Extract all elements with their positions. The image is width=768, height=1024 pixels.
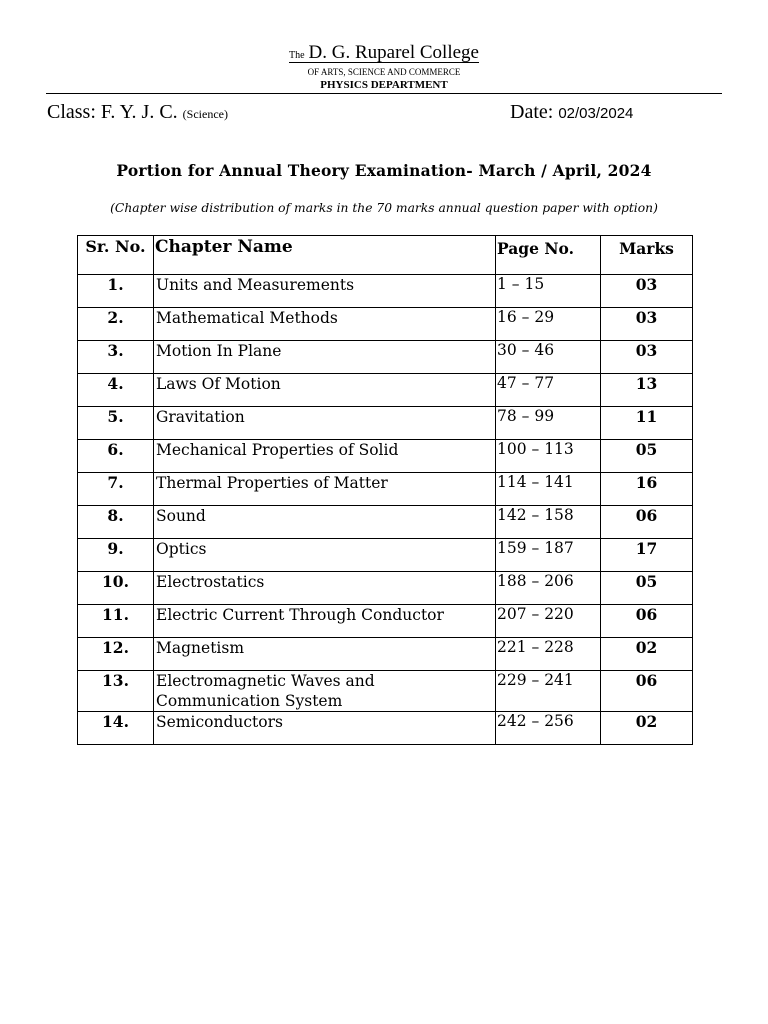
college-title xyxy=(0,42,768,64)
chapter-name-cell: Laws Of Motion xyxy=(154,374,496,407)
class-info xyxy=(47,101,228,124)
sr-no-cell: 8. xyxy=(78,506,154,539)
table-row xyxy=(78,506,693,539)
marks-cell: 03 xyxy=(601,341,693,374)
marks-cell: 02 xyxy=(601,638,693,671)
table-row xyxy=(78,638,693,671)
page-range-cell: 47 – 77 xyxy=(496,374,601,407)
table-row xyxy=(78,473,693,506)
college-subtitle: OF ARTS, SCIENCE AND COMMERCE xyxy=(307,67,461,77)
chapter-name-cell: Mechanical Properties of Solid xyxy=(154,440,496,473)
page-range-cell: 159 – 187 xyxy=(496,539,601,572)
table-row xyxy=(78,539,693,572)
date-value: 02/03/2024 xyxy=(558,105,634,122)
page-range-cell: 207 – 220 xyxy=(496,605,601,638)
table-row xyxy=(78,374,693,407)
page-range-cell: 188 – 206 xyxy=(496,572,601,605)
page-range-cell: 242 – 256 xyxy=(496,712,601,745)
marks-cell: 05 xyxy=(601,440,693,473)
table-header-row xyxy=(78,236,693,275)
chapter-name-cell: Magnetism xyxy=(154,638,496,671)
sr-no-cell: 1. xyxy=(78,275,154,308)
department-name: PHYSICS DEPARTMENT xyxy=(320,79,448,91)
portion-title: Portion for Annual Theory Examination- March / April, 2024 xyxy=(116,161,652,180)
header-chapter-name: Chapter Name xyxy=(154,236,496,275)
table-row xyxy=(78,341,693,374)
page-range-cell: 221 – 228 xyxy=(496,638,601,671)
header-marks: Marks xyxy=(601,236,693,275)
page-range-cell: 1 – 15 xyxy=(496,275,601,308)
table-row xyxy=(78,671,693,712)
college-name: D. G. Ruparel College xyxy=(308,42,479,63)
marks-cell: 03 xyxy=(601,275,693,308)
chapter-name-cell: Gravitation xyxy=(154,407,496,440)
sr-no-cell: 6. xyxy=(78,440,154,473)
chapter-name-cell: Semiconductors xyxy=(154,712,496,745)
chapter-name-cell: Motion In Plane xyxy=(154,341,496,374)
header-page-no: Page No. xyxy=(496,236,601,275)
marks-cell: 13 xyxy=(601,374,693,407)
page-range-cell: 100 – 113 xyxy=(496,440,601,473)
chapter-name-cell: Thermal Properties of Matter xyxy=(154,473,496,506)
chapter-name-cell: Electrostatics xyxy=(154,572,496,605)
college-prefix: The xyxy=(289,50,305,61)
chapter-name-cell: Units and Measurements xyxy=(154,275,496,308)
chapter-name-cell: Optics xyxy=(154,539,496,572)
table-row xyxy=(78,605,693,638)
chapter-name-cell: Electromagnetic Waves and Communication System xyxy=(154,671,496,712)
date-info xyxy=(510,101,633,124)
table-row xyxy=(78,712,693,745)
chapter-name-cell: Electric Current Through Conductor xyxy=(154,605,496,638)
table-row xyxy=(78,440,693,473)
sr-no-cell: 4. xyxy=(78,374,154,407)
marks-cell: 06 xyxy=(601,671,693,712)
marks-cell: 11 xyxy=(601,407,693,440)
table-row xyxy=(78,308,693,341)
sr-no-cell: 5. xyxy=(78,407,154,440)
table-row xyxy=(78,407,693,440)
sr-no-cell: 13. xyxy=(78,671,154,712)
sr-no-cell: 3. xyxy=(78,341,154,374)
page-range-cell: 78 – 99 xyxy=(496,407,601,440)
college-title-underlined xyxy=(289,42,479,63)
marks-cell: 02 xyxy=(601,712,693,745)
table-row xyxy=(78,275,693,308)
table-row xyxy=(78,572,693,605)
page-range-cell: 16 – 29 xyxy=(496,308,601,341)
sr-no-cell: 7. xyxy=(78,473,154,506)
marks-cell: 17 xyxy=(601,539,693,572)
chapter-name-cell: Mathematical Methods xyxy=(154,308,496,341)
class-label: Class: F. Y. J. C. xyxy=(47,101,178,123)
sr-no-cell: 12. xyxy=(78,638,154,671)
header-sr-no: Sr. No. xyxy=(78,236,154,275)
marks-cell: 06 xyxy=(601,506,693,539)
sr-no-cell: 14. xyxy=(78,712,154,745)
sr-no-cell: 2. xyxy=(78,308,154,341)
marks-cell: 16 xyxy=(601,473,693,506)
sr-no-cell: 10. xyxy=(78,572,154,605)
stream-label: (Science) xyxy=(182,107,228,121)
sr-no-cell: 9. xyxy=(78,539,154,572)
marks-cell: 03 xyxy=(601,308,693,341)
marks-cell: 05 xyxy=(601,572,693,605)
header-divider xyxy=(46,93,722,94)
date-label: Date: xyxy=(510,101,554,123)
chapter-marks-table xyxy=(77,235,693,745)
page-range-cell: 229 – 241 xyxy=(496,671,601,712)
portion-note: (Chapter wise distribution of marks in the 70 marks annual question paper with option) xyxy=(110,201,658,215)
marks-cell: 06 xyxy=(601,605,693,638)
chapter-name-cell: Sound xyxy=(154,506,496,539)
page-range-cell: 142 – 158 xyxy=(496,506,601,539)
sr-no-cell: 11. xyxy=(78,605,154,638)
page-range-cell: 114 – 141 xyxy=(496,473,601,506)
page-range-cell: 30 – 46 xyxy=(496,341,601,374)
